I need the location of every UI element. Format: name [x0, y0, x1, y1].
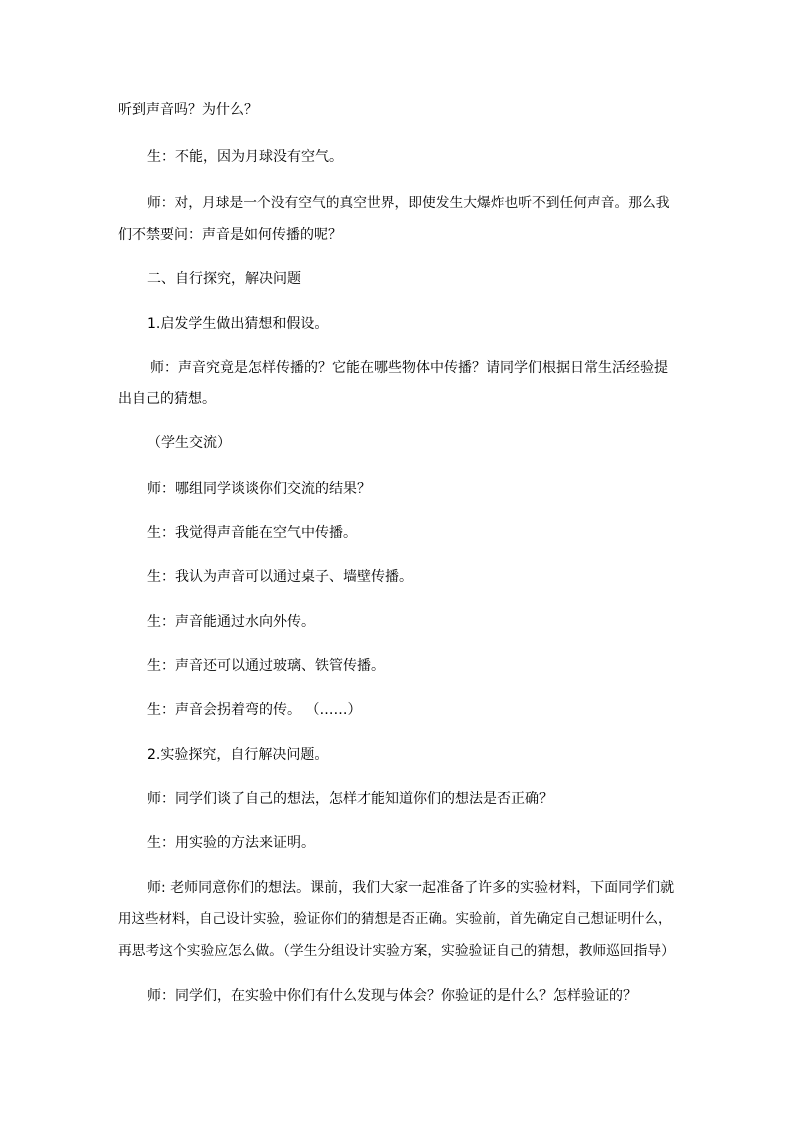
paragraph-line: 生：声音能通过水向外传。	[147, 614, 315, 630]
paragraph-line: 生：用实验的方法来证明。	[147, 835, 315, 851]
paragraph-line: 们不禁要问：声音是如何传播的呢？	[118, 227, 342, 243]
paragraph-line: 生：声音会拐着弯的传。 （……）	[147, 702, 362, 718]
paragraph-line: 师：同学们，在实验中你们有什么发现与体会？你验证的是什么？怎样验证的？	[147, 988, 637, 1004]
paragraph-line: 听到声音吗？为什么？	[118, 102, 258, 118]
paragraph-line: 1.启发学生做出猜想和假设。	[147, 316, 329, 332]
paragraph-line: 生：不能，因为月球没有空气。	[147, 149, 343, 165]
paragraph-line: 2.实验探究，自行解决问题。	[147, 747, 329, 763]
paragraph-line: 生：我认为声音可以通过桌子、墙壁传播。	[147, 569, 413, 585]
paragraph-line: 生：声音还可以通过玻璃、铁管传播。	[147, 658, 385, 674]
paragraph-line: 师: 老师同意你们的想法。课前，我们大家一起准备了许多的实验材料，下面同学们就	[147, 880, 675, 896]
paragraph-line: 师：声音究竟是怎样传播的？它能在哪些物体中传播？请同学们根据日常生活经验提	[150, 360, 668, 376]
paragraph-line: 生：我觉得声音能在空气中传播。	[147, 525, 357, 541]
section-heading: 二、自行探究，解决问题	[147, 271, 301, 287]
paragraph-line: 出自己的猜想。	[118, 391, 216, 407]
paragraph-line: 师：同学们谈了自己的想法，怎样才能知道你们的想法是否正确？	[147, 791, 553, 807]
paragraph-line: 再思考这个实验应怎么做。（学生分组设计实验方案，实验验证自己的猜想，教师巡回指导）	[118, 943, 675, 959]
paragraph-line: 用这些材料，自己设计实验，验证你们的猜想是否正确。实验前，首先确定自己想证明什么，	[118, 911, 672, 927]
paragraph-line: 师：对，月球是一个没有空气的真空世界，即使发生大爆炸也听不到任何声音。那么我	[147, 195, 670, 211]
paragraph-line: （学生交流）	[147, 435, 231, 451]
paragraph-line: 师：哪组同学谈谈你们交流的结果？	[147, 481, 371, 497]
